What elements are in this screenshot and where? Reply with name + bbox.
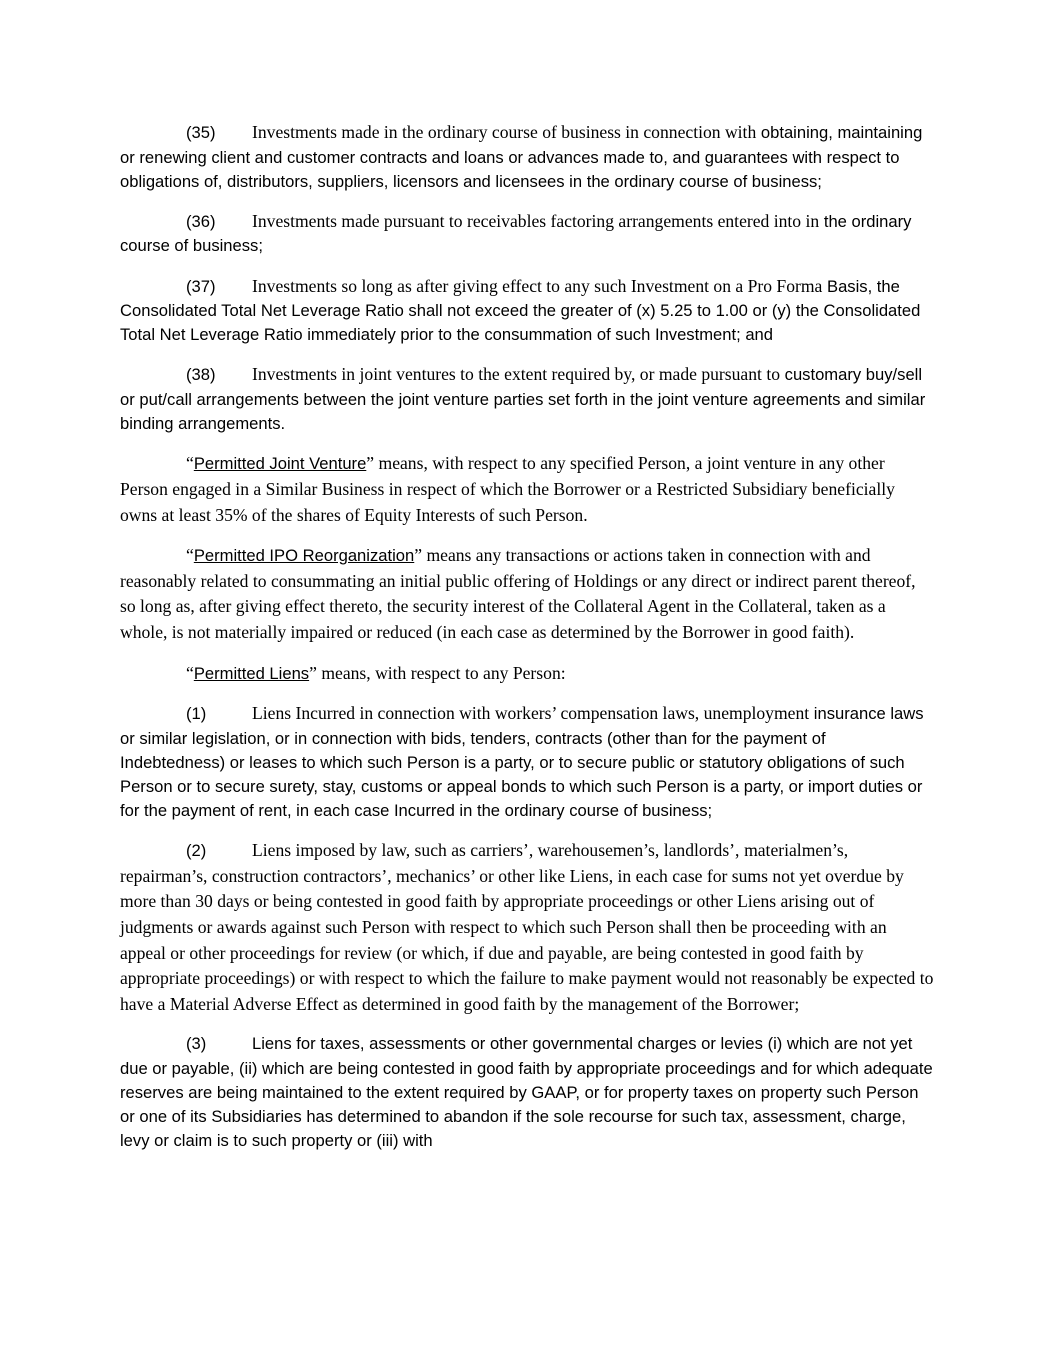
definition-permitted-joint-venture: [120, 451, 935, 528]
definition-text: means, with respect to any Person:: [316, 662, 566, 683]
paragraph-text: Basis, the Consolidated Total Net Leverage Ratio shall not exceed the greater of (x) 5.25 to 1.00 or (y) the Consolidated Total Net Leverage Ratio immediately prior to the consummation of such Investment; and: [120, 276, 921, 345]
paragraph-lead: Liens imposed by law, such as carriers’, warehousemen’s, landlords’,: [252, 840, 740, 861]
paragraph-lead: Liens for taxes, assessments or other governmental charges or levies (i) which: [252, 1034, 830, 1054]
paragraph-lead: Investments so long as after giving effect to any such Investment on a Pro Forma: [252, 275, 823, 296]
list-number: (2): [186, 841, 207, 861]
defined-term: Permitted IPO Reorganization: [193, 546, 415, 566]
paragraph-text: insurance laws or similar legislation, or in connection with bids, tenders, contracts (other than for the payment of Indebtedness) or leases to which such Person is a party, or to secure public or statutory obligations of such Person or to secure surety, stay, customs or appeal bonds to which such Person is a party, or import duties or for the payment of rent, in each case Incurred in the ordinary course of business;: [120, 704, 924, 821]
defined-term: Permitted Joint Venture: [193, 454, 367, 474]
paragraph-item-35: [120, 120, 935, 194]
paragraph-text-serif: materialmen’s, repairman’s, construction contractors’, mechanics’ or other like Liens, in each case for sums not yet overdue by more than 30 days or being contested in good faith by appropriate proceedings or other Liens arising out of judgments or awards against such Person with respect to which such Person shall then be proceeding with an appeal or other proceedings for review (or which, if due and payable, are being contested in good faith by appropriate proceedings) or with respect to which the failure to make payment would not reasonably be expected to have a Material Adverse Effect as determined in good faith by the management of the Borrower;: [120, 840, 934, 1014]
document-body: [120, 120, 935, 1153]
definition-text: means any transactions or actions taken in connection with and reasonably related to consummating an initial public offering of Holdings or any direct or indirect parent thereof, so long as, after giving effect thereto, the security interest of the Collateral Agent in the Collateral, taken as a whole, is not materially impaired or reduced (in each case as determined by the Borrower in good faith).: [120, 545, 916, 642]
quote-close: ”: [309, 662, 317, 683]
definition-text: means, with respect to any specified Person, a joint venture in any other Person engaged in a Similar Business in respect of which the Borrower or a Restricted Subsidiary beneficially owns at least 35% of the shares of Equity Interests of such Person.: [120, 453, 895, 525]
quote-open: “: [186, 662, 194, 683]
paragraph-lien-1: [120, 701, 935, 823]
paragraph-item-38: [120, 362, 935, 436]
definition-permitted-liens: [120, 661, 935, 687]
paragraph-lead: Liens Incurred in connection with workers’ compensation laws, unemployment: [252, 703, 810, 724]
list-number: (38): [186, 365, 216, 385]
quote-close: ”: [366, 453, 375, 474]
quote-open: “: [186, 545, 194, 566]
paragraph-text: are not yet due or payable, (ii) which are being contested in good faith by appropriate proceedings and for which adequate reserves are being maintained to the extent required by GAAP, or for property taxes on property such Person or one of its Subsidiaries has determined to abandon if the sole recourse for such tax, assessment, charge, levy or claim is to such property or (iii) with: [120, 1034, 933, 1150]
defined-term: Permitted Liens: [193, 663, 310, 683]
definition-permitted-ipo-reorganization: [120, 543, 935, 645]
paragraph-lien-2: [120, 838, 935, 1017]
list-number: (3): [186, 1034, 207, 1054]
paragraph-text: customary buy/sell or put/call arrangements between the joint venture parties set forth in the joint venture agreements and similar binding arrangements.: [120, 365, 926, 434]
paragraph-lead: Investments in joint ventures to the extent required by, or made pursuant to: [252, 364, 781, 385]
list-number: (35): [186, 123, 216, 142]
paragraph-lien-3: [120, 1032, 935, 1153]
paragraph-lead: Investments made in the ordinary course of business in connection with: [252, 122, 757, 142]
paragraph-lead: Investments made pursuant to receivables factoring arrangements entered into in: [252, 210, 820, 231]
paragraph-text: the ordinary course of business;: [120, 211, 912, 256]
paragraph-text: obtaining, maintaining or renewing client and customer contracts and loans or advances made to, and guarantees with respect to obligations of, distributors, suppliers, licensors and licensees in the ordinary course of business;: [120, 123, 923, 191]
quote-open: “: [186, 453, 194, 474]
paragraph-item-37: [120, 274, 935, 348]
paragraph-item-36: [120, 209, 935, 259]
quote-close: ”: [414, 545, 423, 566]
list-number: (36): [186, 211, 216, 231]
list-number: (37): [186, 276, 216, 296]
list-number: (1): [186, 704, 207, 724]
